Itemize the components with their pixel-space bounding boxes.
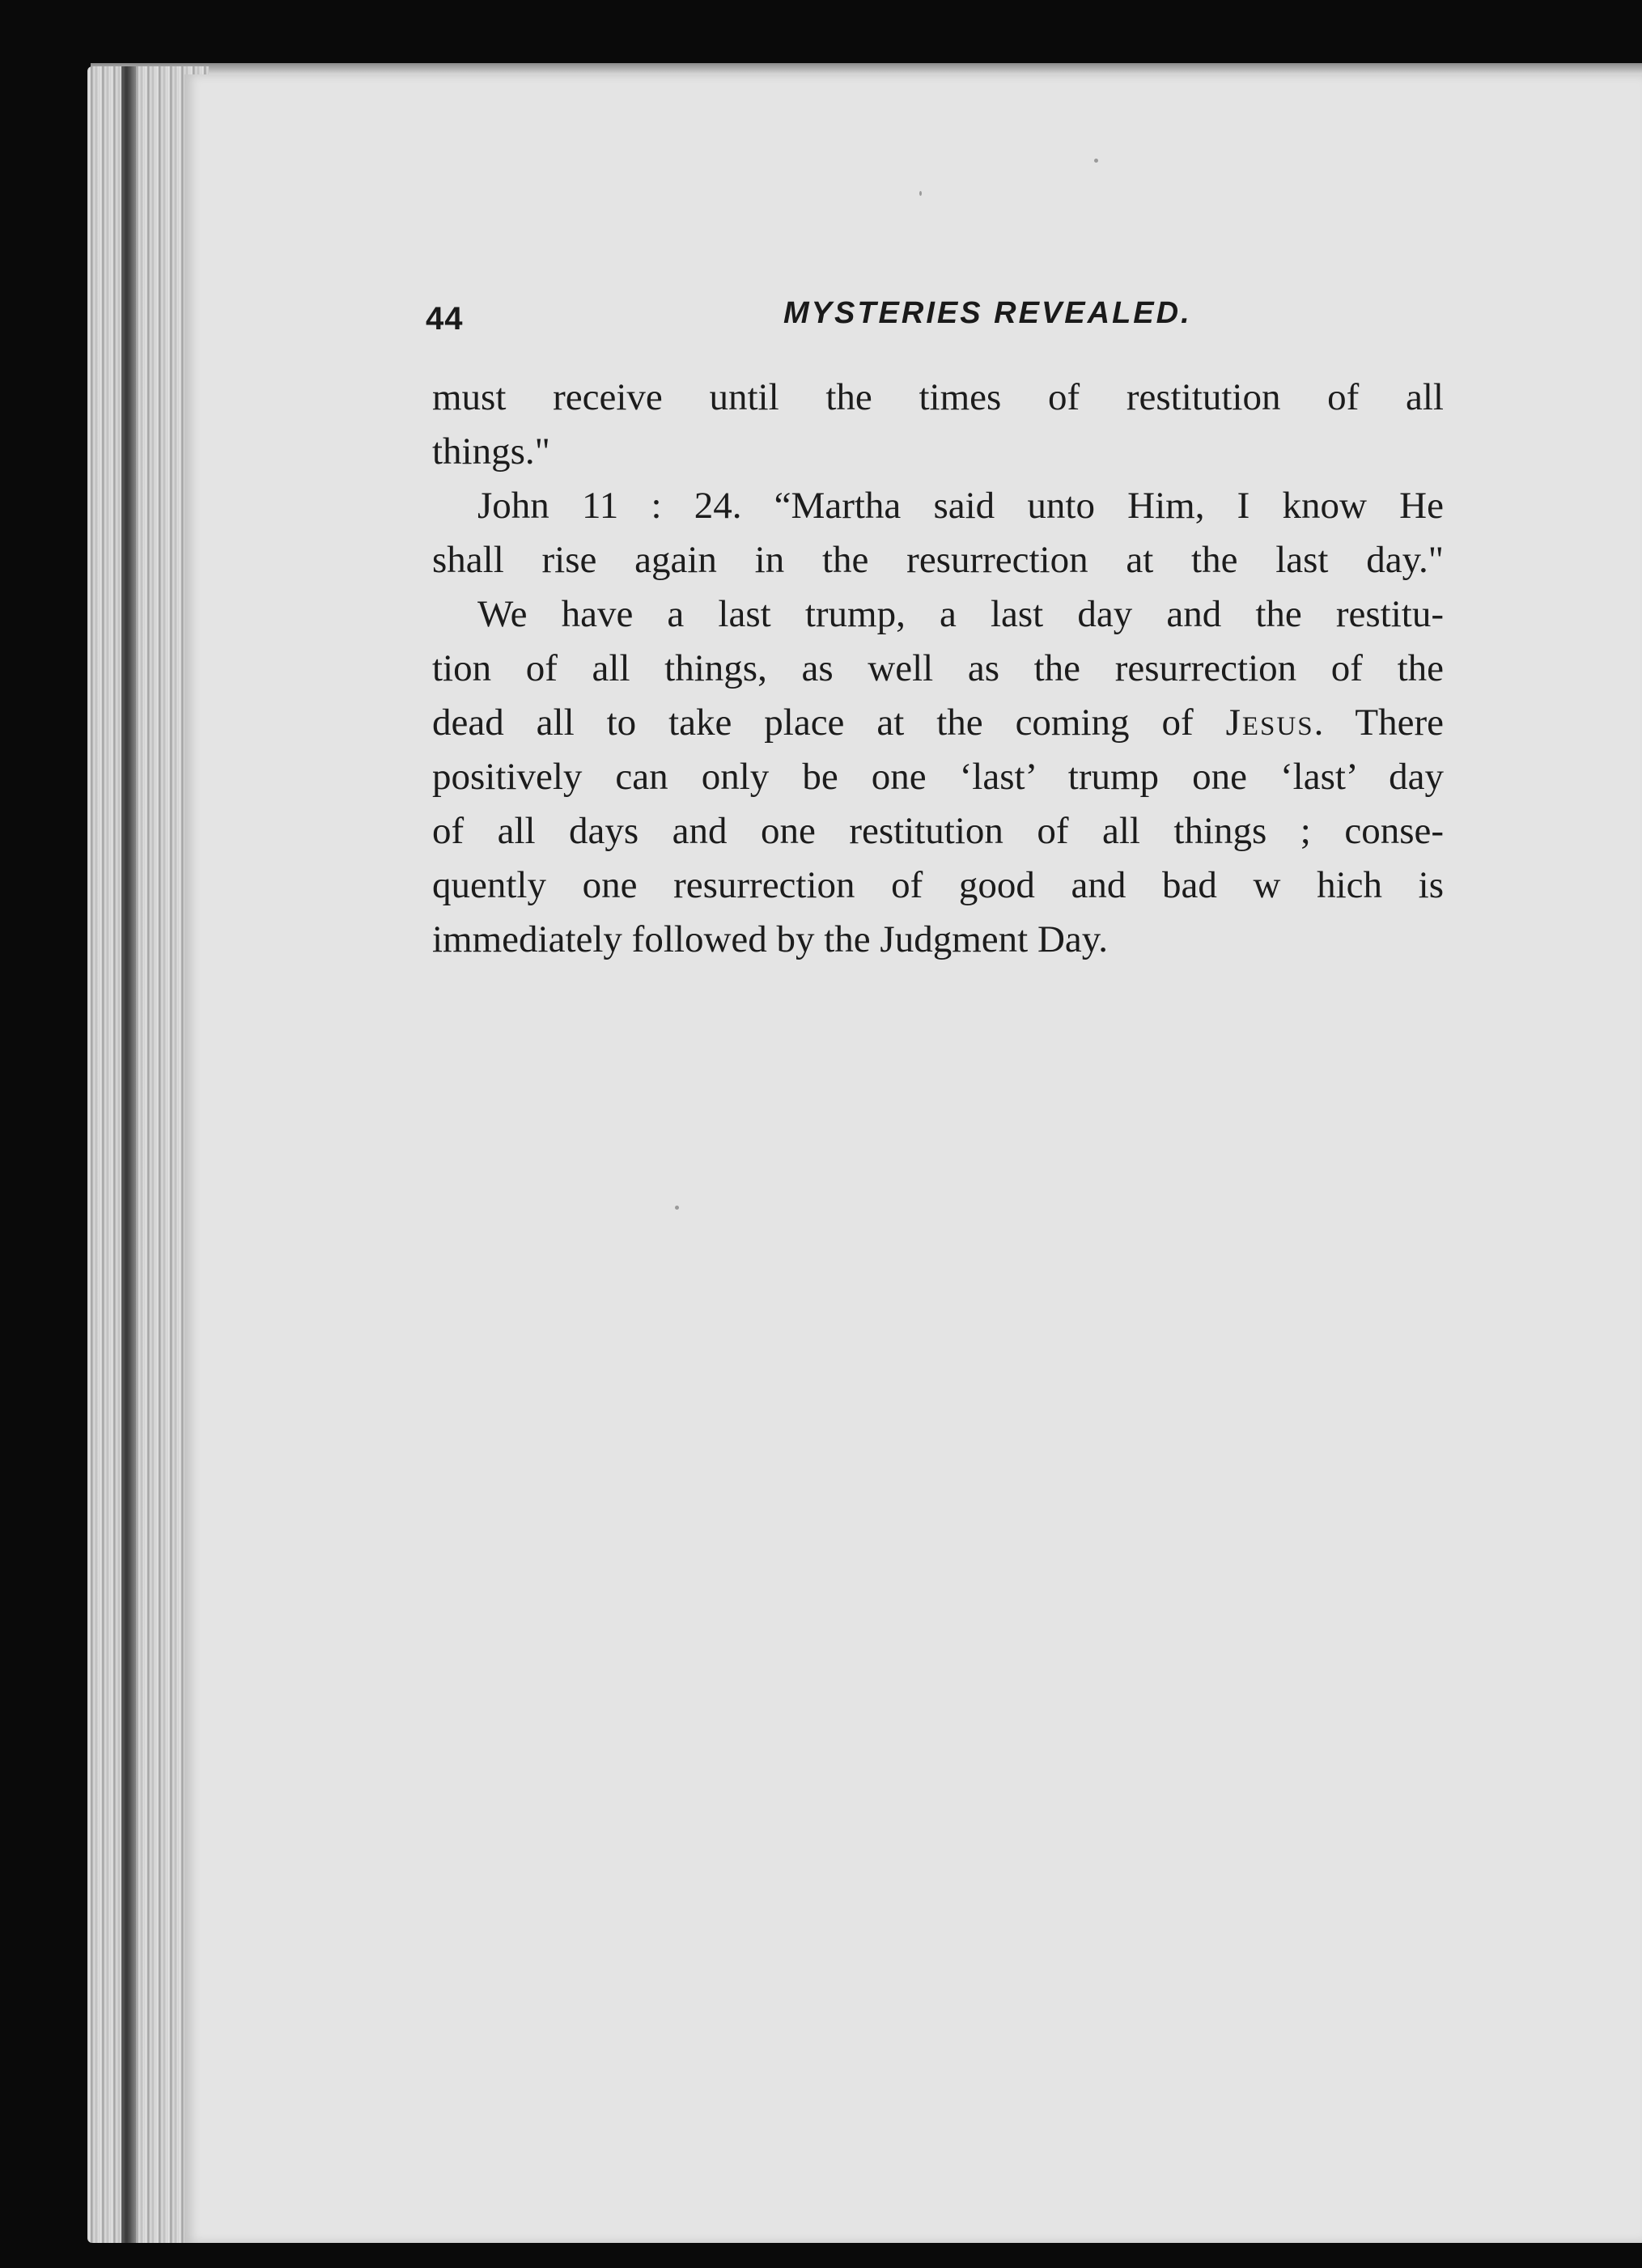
running-head	[0, 296, 1642, 350]
text-line: must receive until the times of restitution of all	[432, 376, 1444, 418]
text-line: We have a last trump, a last day and the restitu-	[477, 593, 1444, 635]
text-run: . There	[1313, 702, 1444, 744]
scan-speck	[919, 191, 922, 196]
running-title: MYSTERIES REVEALED.	[783, 296, 1192, 330]
scan-speck	[675, 1206, 679, 1210]
text-line: tion of all things, as well as the resurrection of the	[432, 647, 1444, 689]
name-jesus: Jesus	[1225, 702, 1314, 744]
text-line	[432, 696, 1444, 750]
text-line: of all days and one restitution of all things ; conse-	[432, 810, 1444, 852]
scan-speck	[1094, 159, 1098, 163]
text-line: shall rise again in the resurrection at the last day."	[432, 539, 1444, 581]
text-line: things."	[432, 430, 550, 473]
page-number: 44	[426, 301, 464, 337]
text-line: quently one resurrection of good and bad w hich is	[432, 864, 1444, 906]
body-text	[432, 371, 1444, 967]
page-top-edge	[91, 63, 1642, 74]
text-run: dead all to take place at the coming of	[432, 702, 1226, 744]
text-line: John 11 : 24. “Martha said unto Him, I know He	[477, 485, 1444, 527]
text-line: immediately followed by the Judgment Day.	[432, 918, 1108, 960]
text-line: positively can only be one ‘last’ trump one ‘last’ day	[432, 756, 1444, 798]
